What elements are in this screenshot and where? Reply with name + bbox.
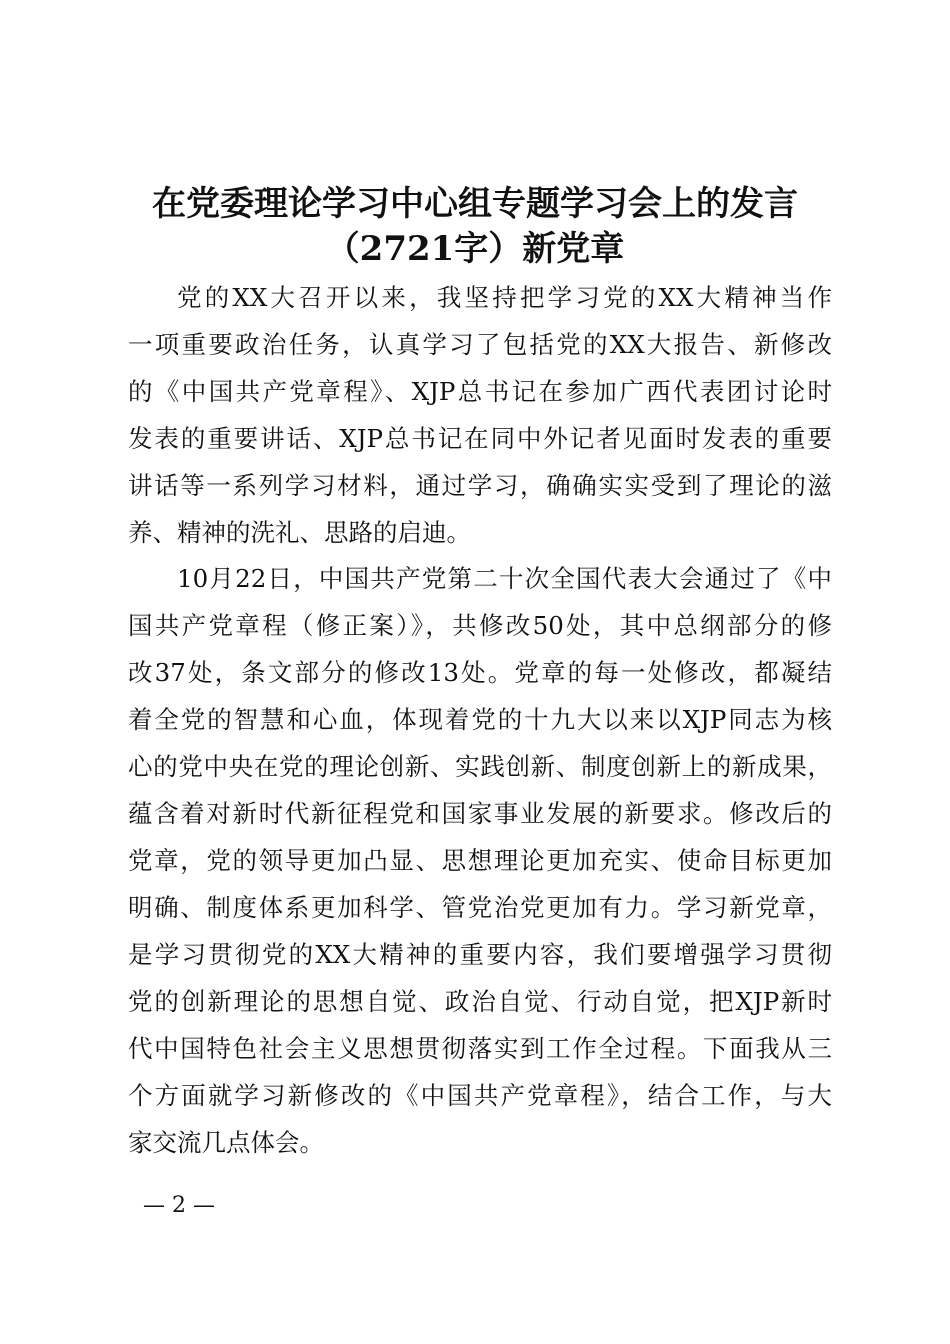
- paragraph-1-line: 党的XX大召开以来，我坚持把学习党的XX大精神当作: [177, 283, 832, 312]
- paragraph-2-line: 国共产党章程（修正案）》，共修改50处，其中总纲部分的修: [128, 611, 832, 640]
- paragraph-2-line: 明确、制度体系更加科学、管党治党更加有力。学习新党章，: [128, 893, 832, 922]
- paragraph-2-line: 党章，党的领导更加凸显、思想理论更加充实、使命目标更加: [128, 846, 832, 875]
- paragraph-2-line: 心的党中央在党的理论创新、实践创新、制度创新上的新成果，: [128, 752, 832, 781]
- paragraph-1-line: 养、精神的洗礼、思路的启迪。: [128, 518, 471, 547]
- paragraph-1-line: 的《中国共产党章程》、XJP总书记在参加广西代表团讨论时: [128, 377, 832, 406]
- paragraph-2-line: 党的创新理论的思想自觉、政治自觉、行动自觉，把XJP新时: [128, 987, 832, 1016]
- paragraph-2-line: 家交流几点体会。: [128, 1128, 324, 1157]
- paragraph-2-line: 着全党的智慧和心血，体现着党的十九大以来以XJP同志为核: [128, 705, 832, 734]
- document-title-line-1: 在党委理论学习中心组专题学习会上的发言: [152, 184, 798, 224]
- paragraph-1-line: 一项重要政治任务，认真学习了包括党的XX大报告、新修改: [128, 330, 832, 359]
- paragraph-2-line: 代中国特色社会主义思想贯彻落实到工作全过程。下面我从三: [128, 1034, 832, 1063]
- paragraph-2-line: 个方面就学习新修改的《中国共产党章程》，结合工作，与大: [128, 1081, 832, 1110]
- paragraph-1-line: 讲话等一系列学习材料，通过学习，确确实实受到了理论的滋: [128, 471, 832, 500]
- paragraph-2-line: 改37处，条文部分的修改13处。党章的每一处修改，都凝结: [128, 658, 832, 687]
- paragraph-2-line: 蕴含着对新时代新征程党和国家事业发展的新要求。修改后的: [128, 799, 832, 828]
- document-title-line-2: （2721字）新党章: [325, 229, 625, 269]
- paragraph-1-line: 发表的重要讲话、XJP总书记在同中外记者见面时发表的重要: [128, 424, 832, 453]
- paragraph-2-line: 是学习贯彻党的XX大精神的重要内容，我们要增强学习贯彻: [128, 940, 832, 969]
- page-number: — 2 —: [143, 1193, 215, 1218]
- paragraph-2-line: 10月22日，中国共产党第二十次全国代表大会通过了《中: [177, 564, 832, 593]
